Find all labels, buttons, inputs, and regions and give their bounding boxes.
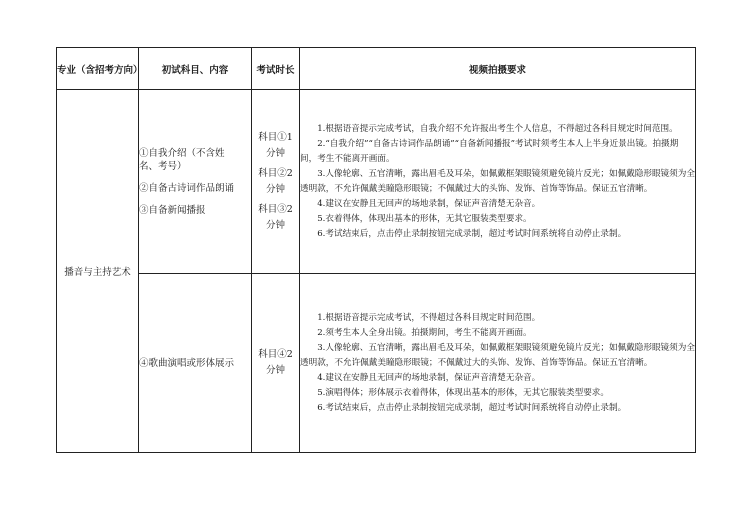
header-requirements: 视频拍摄要求 [300,48,696,90]
requirements-cell [300,274,696,453]
requirement-line: 1.根据语音提示完成考试，不得超过各科目规定时间范围。 [317,312,541,323]
requirement-line: 6.考试结束后，点击停止录制按钮完成录制，超过考试时间系统将自动停止录制。 [317,228,627,239]
content-item: ④歌曲演唱或形体展示 [139,357,235,369]
requirement-line: 1.根据语音提示完成考试，自我介绍不允许报出考生个人信息，不得超过各科目规定时间范围。 [317,123,678,134]
requirement-line: 2.须考生本人全身出镜。拍摄期间，考生不能离开画面。 [317,327,532,338]
content-cell [139,274,252,453]
requirement-line: 4.建议在安静且无回声的场地录制，保证声音清楚无杂音。 [317,198,541,209]
requirement-line: 5.演唱得体；形体展示衣着得体，体现出基本的形体，无其它服装类型要求。 [317,387,609,398]
content-item: ②自备古诗词作品朗诵 [139,182,235,194]
requirement-line: 2.“自我介绍”“自备古诗词作品朗诵”“自备新闻播报”考试时须考生本人上半身近景出镜。拍摄期间，考生不能离开画面。 [300,138,679,164]
duration-item: 科目①1分钟 [258,131,293,159]
duration-item: 科目②2分钟 [258,167,293,195]
duration-item: 科目④2分钟 [258,349,293,376]
requirement-line: 5.衣着得体，体现出基本的形体，无其它服装类型要求。 [317,213,532,224]
duration-cell [252,274,300,453]
header-content: 初试科目、内容 [139,48,252,90]
table-row [57,90,696,274]
requirement-line: 4.建议在安静且无回声的场地录制，保证声音清楚无杂音。 [317,372,541,383]
table-row [57,274,696,453]
content-cell [139,90,252,274]
header-row [57,48,696,90]
requirement-line: 6.考试结束后，点击停止录制按钮完成录制，超过考试时间系统将自动停止录制。 [317,402,627,413]
content-item: ③自备新闻播报 [139,204,206,216]
major-cell: 播音与主持艺术 [57,90,139,453]
exam-requirements-table [56,47,696,453]
duration-item: 科目③2分钟 [258,203,293,231]
requirements-cell [300,90,696,274]
content-item: ①自我介绍（不含姓名、考号） [139,147,225,172]
duration-cell [252,90,300,274]
requirement-line: 3.人像轮廓、五官清晰，露出眉毛及耳朵，如佩戴框架眼镜须避免镜片反光；如佩戴隐形眼镜须为全透明款，不允许佩戴美瞳隐形眼镜；不佩戴过大的头饰、发饰、首饰等饰品。保证五官清晰。 [300,342,695,368]
header-duration: 考试时长 [252,48,300,90]
requirement-line: 3.人像轮廓、五官清晰，露出眉毛及耳朵，如佩戴框架眼镜须避免镜片反光；如佩戴隐形眼镜须为全透明款，不允许佩戴美瞳隐形眼镜；不佩戴过大的头饰、发饰、首饰等饰品。保证五官清晰。 [300,168,695,194]
header-major: 专业（含招考方向） [57,48,139,90]
